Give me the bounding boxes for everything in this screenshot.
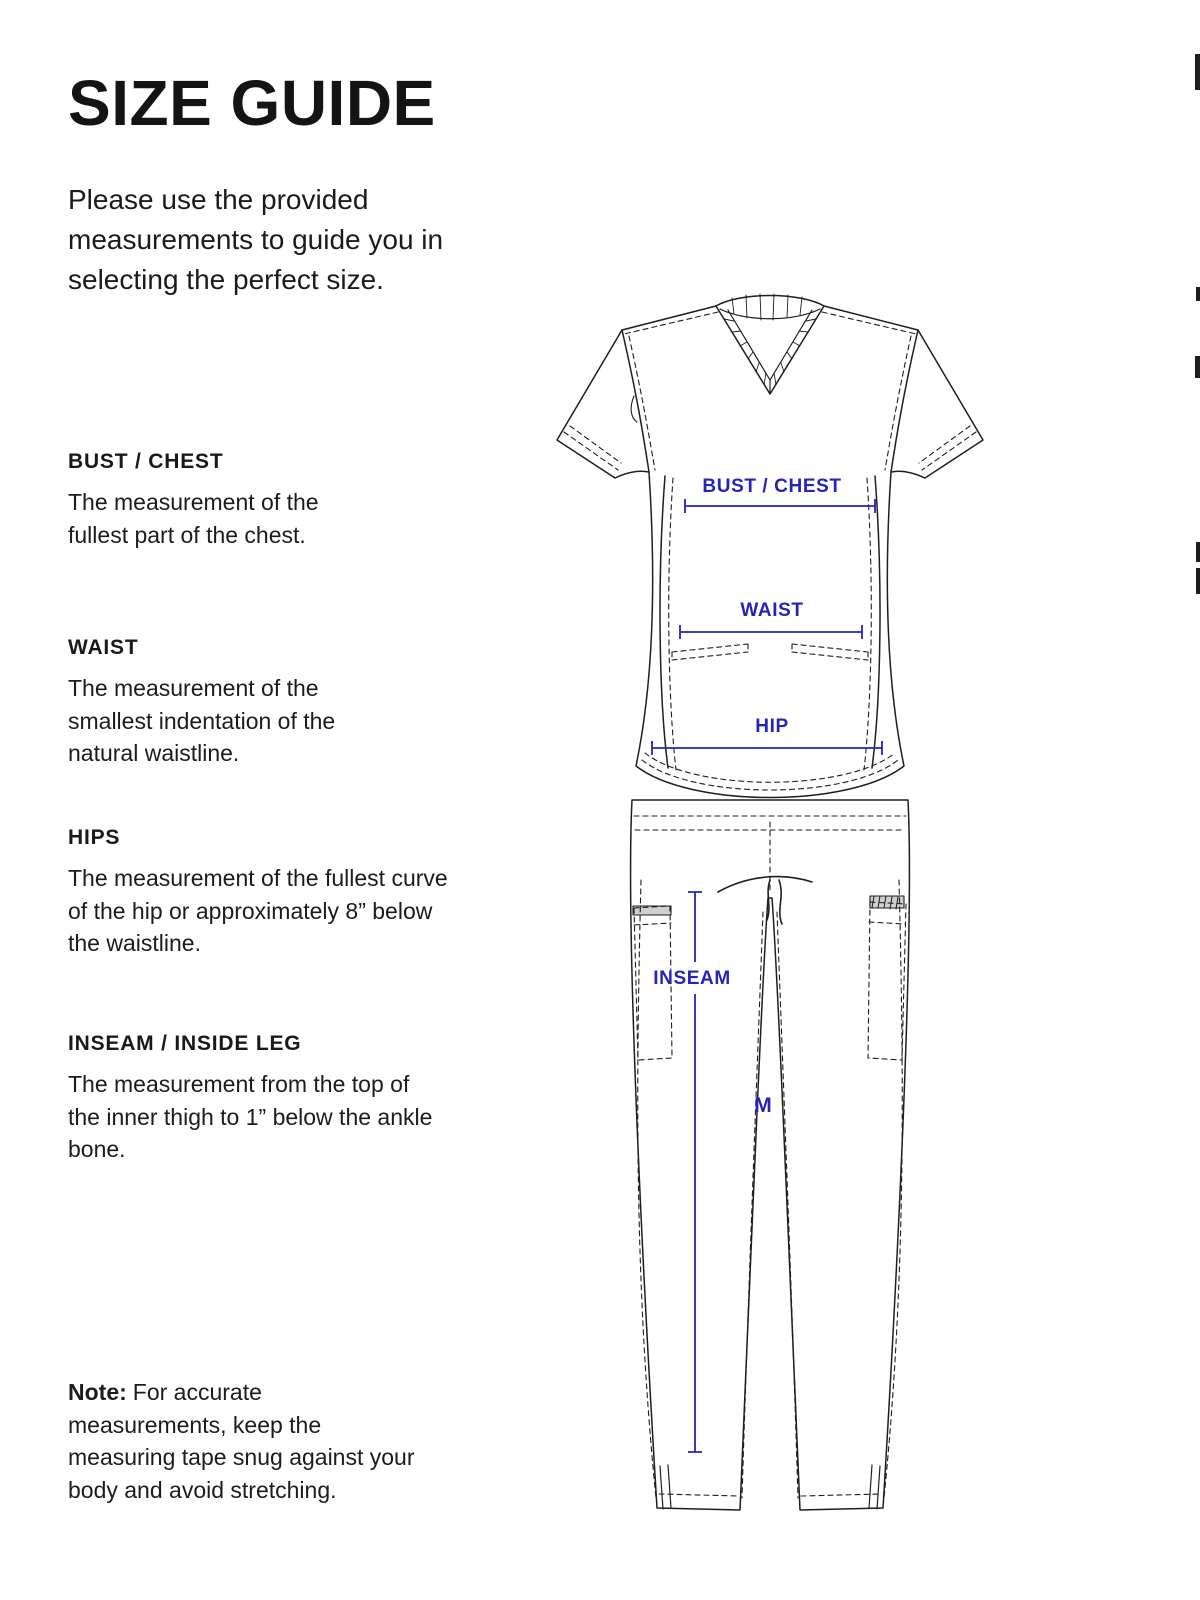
section-heading: HIPS (68, 826, 121, 849)
inseam-measure-label: INSEAM (653, 968, 731, 989)
size-marker-label: M (754, 1094, 772, 1117)
page-edge-artifact (1196, 287, 1200, 301)
section-waist (68, 636, 398, 770)
page-edge-artifact (1195, 356, 1200, 378)
page-title: SIZE GUIDE (68, 67, 436, 139)
scrub-pants-drawing (631, 800, 910, 1510)
bust-measure-label: BUST / CHEST (702, 476, 842, 497)
section-heading: WAIST (68, 636, 139, 659)
intro-text: Please use the provided measurements to guide you in selecting the perfect size. (68, 184, 444, 296)
note-body: For accurate measurements, keep the measuring tape snug against your body and avoid stretching. (68, 1379, 415, 1503)
section-heading: INSEAM / INSIDE LEG (68, 1032, 302, 1055)
section-body: The measurement of the smallest indentation of the natural waistline. (68, 675, 336, 767)
section-body: The measurement of the fullest part of the chest. (68, 489, 319, 548)
hip-measure-label: HIP (755, 716, 789, 737)
section-body: The measurement from the top of the inner thigh to 1” below the ankle bone. (68, 1071, 433, 1163)
section-hips (68, 826, 468, 960)
page-edge-artifact (1196, 568, 1200, 594)
section-heading: BUST / CHEST (68, 450, 224, 473)
note-label: Note: (68, 1379, 127, 1405)
page-edge-artifact (1195, 54, 1200, 90)
waist-measure-label: WAIST (740, 600, 804, 621)
page-edge-artifact (1196, 542, 1200, 562)
section-bust-chest (68, 450, 378, 551)
section-body: The measurement of the fullest curve of the hip or approximately 8” below the waistline. (68, 865, 448, 957)
size-diagram (520, 280, 1020, 1540)
note-text (68, 1376, 418, 1507)
section-inseam (68, 1032, 438, 1166)
